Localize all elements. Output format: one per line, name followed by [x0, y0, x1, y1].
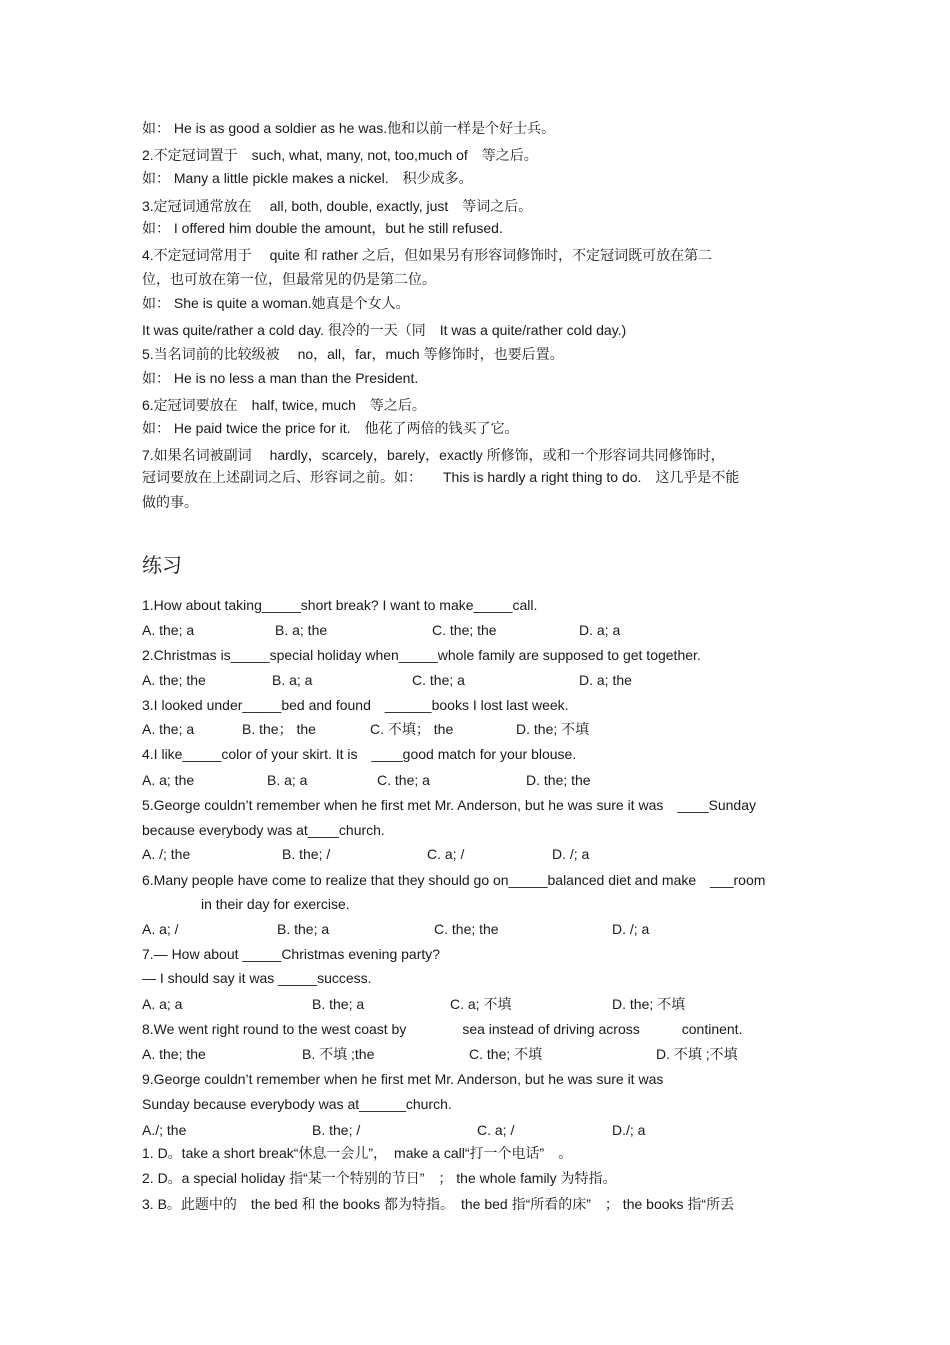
answer-2: 2. D。a special holiday 指“某一个特别的节日” ； the whole family 为特指。: [142, 1170, 617, 1186]
rule-example-woman: 如： She is quite a woman.她真是个女人。: [142, 295, 410, 311]
answer-3: 3. B。此题中的 the bed 和 the books 都为特指。 the bed 指“所看的床” ； the books 指“所丢: [142, 1196, 735, 1212]
rule-example-pickle: 如： Many a little pickle makes a nickel. 积少成多。: [142, 170, 473, 186]
rule-6: 6.定冠词要放在 half, twice, much 等之后。: [142, 397, 426, 413]
rule-example-amount: 如： I offered him double the amount，but he still refused.: [142, 220, 503, 236]
option-a: A. a; a: [142, 996, 183, 1012]
question-1: 1.How about taking_____short break? I want to make_____call.: [142, 597, 538, 613]
option-b: B. the； the: [242, 721, 316, 737]
option-a: A. /; the: [142, 846, 191, 862]
option-a: A. the; the: [142, 1046, 206, 1062]
option-d: D. a; the: [579, 672, 632, 688]
rule-7-line3: 做的事。: [142, 494, 198, 510]
rule-example-cold-day: It was quite/rather a cold day. 很冷的一天（同 It was a quite/rather cold day.): [142, 322, 627, 338]
option-a: A./; the: [142, 1122, 187, 1138]
question-7-line1: 7.— How about _____Christmas evening party?: [142, 946, 441, 962]
option-d: D. the; the: [526, 772, 591, 788]
option-d: D. /; a: [552, 846, 590, 862]
option-d: D. a; a: [579, 622, 621, 638]
exercise-heading: 练习: [142, 555, 182, 577]
option-c: C. a; 不填: [450, 996, 512, 1012]
question-2: 2.Christmas is_____special holiday when_____whole family are supposed to get together.: [142, 647, 701, 663]
rule-3: 3.定冠词通常放在 all, both, double, exactly, just 等词之后。: [142, 198, 533, 214]
option-a: A. the; a: [142, 622, 195, 638]
rule-4-line2: 位，也可放在第一位，但最常见的仍是第二位。: [142, 271, 436, 287]
option-b: B. a; a: [272, 672, 313, 688]
rule-4-line1: 4.不定冠词常用于 quite 和 rather 之后，但如果另有形容词修饰时，不定冠词既可放在第二: [142, 247, 713, 263]
option-a: A. a; /: [142, 921, 179, 937]
option-c: C. the; a: [412, 672, 465, 688]
option-a: A. the; the: [142, 672, 206, 688]
option-c: C. the; 不填: [469, 1046, 543, 1062]
option-d: D. the; 不填: [516, 721, 590, 737]
option-c: C. a; /: [427, 846, 465, 862]
rule-7-line2: 冠词要放在上述副词之后、形容词之前。如： This is hardly a right thing to do. 这几乎是不能: [142, 469, 740, 485]
option-c: C. 不填； the: [370, 721, 454, 737]
option-a: A. a; the: [142, 772, 195, 788]
answer-1: 1. D。take a short break“休息一会儿”， make a call“打一个电话” 。: [142, 1145, 573, 1161]
question-9-line2: Sunday because everybody was at______church.: [142, 1096, 452, 1112]
rule-example-president: 如： He is no less a man than the President.: [142, 370, 419, 386]
question-9-line1: 9.George couldn’t remember when he first met Mr. Anderson, but he was sure it was: [142, 1071, 664, 1087]
option-b: B. a; a: [267, 772, 308, 788]
rule-7-line1: 7.如果名词被副词 hardly，scarcely，barely，exactly 所修饰，或和一个形容词共同修饰时，: [142, 447, 725, 463]
question-8: 8.We went right round to the west coast by sea instead of driving across continent.: [142, 1021, 743, 1037]
option-b: B. a; the: [275, 622, 328, 638]
question-5-line1: 5.George couldn’t remember when he first met Mr. Anderson, but he was sure it was ____Sunday: [142, 797, 756, 813]
option-b: B. 不填 ;the: [302, 1046, 375, 1062]
option-b: B. the; a: [277, 921, 330, 937]
rule-example-soldier: 如： He is as good a soldier as he was.他和以前一样是个好士兵。: [142, 120, 556, 136]
option-c: C. the; the: [434, 921, 499, 937]
rule-5: 5.当名词前的比较级被 no，all，far，much 等修饰时，也要后置。: [142, 346, 564, 362]
option-b: B. the; /: [312, 1122, 361, 1138]
question-6-line2: in their day for exercise.: [201, 896, 350, 912]
rule-example-price: 如： He paid twice the price for it. 他花了两倍的钱买了它。: [142, 420, 519, 436]
option-b: B. the; /: [282, 846, 331, 862]
option-b: B. the; a: [312, 996, 365, 1012]
option-c: C. the; the: [432, 622, 497, 638]
option-a: A. the; a: [142, 721, 195, 737]
question-3: 3.I looked under_____bed and found ______books I lost last week.: [142, 697, 569, 713]
option-d: D. /; a: [612, 921, 650, 937]
question-5-line2: because everybody was at____church.: [142, 822, 385, 838]
option-d: D./; a: [612, 1122, 646, 1138]
option-c: C. a; /: [477, 1122, 515, 1138]
option-d: D. the; 不填: [612, 996, 686, 1012]
question-4: 4.I like_____color of your skirt. It is ____good match for your blouse.: [142, 746, 577, 762]
option-c: C. the; a: [377, 772, 430, 788]
rule-2: 2.不定冠词置于 such, what, many, not, too,much of 等之后。: [142, 147, 538, 163]
question-6-line1: 6.Many people have come to realize that they should go on_____balanced diet and make ___room: [142, 872, 766, 888]
option-d: D. 不填 ;不填: [656, 1046, 738, 1062]
question-7-line2: — I should say it was _____success.: [142, 970, 372, 986]
